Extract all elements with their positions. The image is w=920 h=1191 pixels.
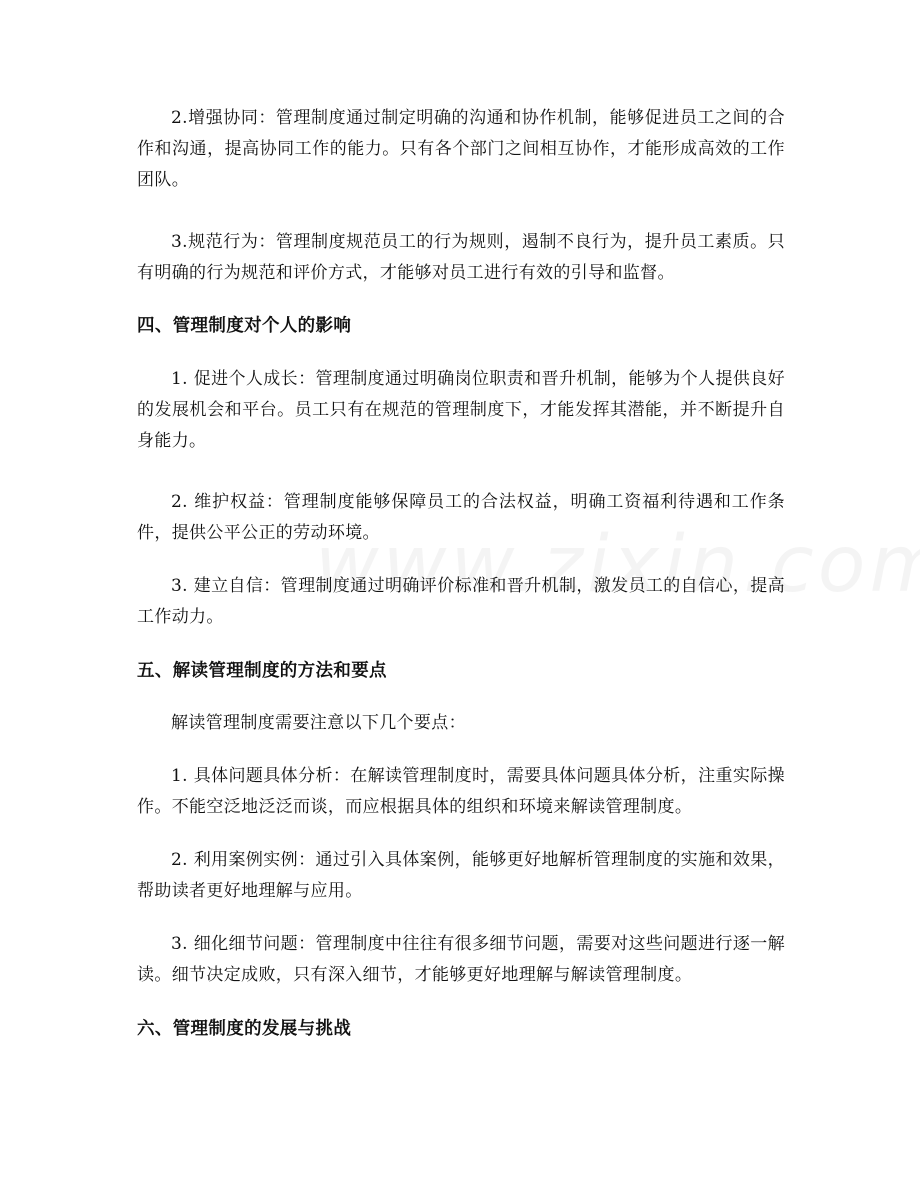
- paragraph-personal-growth: 1. 促进个人成长：管理制度通过明确岗位职责和晋升机制，能够为个人提供良好的发展机会和平台。员工只有在规范的管理制度下，才能发挥其潜能，并不断提升自身能力。: [137, 369, 785, 451]
- section-heading-4: 四、管理制度对个人的影响: [137, 316, 352, 336]
- paragraph-protect-rights: 2. 维护权益：管理制度能够保障员工的合法权益，明确工资福利待遇和工作条件，提供公平公正的劳动环境。: [137, 492, 785, 543]
- section-heading-5: 五、解读管理制度的方法和要点: [137, 661, 387, 681]
- section-heading-6: 六、管理制度的发展与挑战: [137, 1019, 352, 1039]
- paragraph-enhance-collaboration: 2.增强协同：管理制度通过制定明确的沟通和协作机制，能够促进员工之间的合作和沟通，提高协同工作的能力。只有各个部门之间相互协作，才能形成高效的工作团队。: [137, 108, 785, 190]
- paragraph-build-confidence: 3. 建立自信：管理制度通过明确评价标准和晋升机制，激发员工的自信心，提高工作动力。: [137, 576, 785, 627]
- paragraph-use-cases: 2. 利用案例实例：通过引入具体案例，能够更好地解析管理制度的实施和效果，帮助读者更好地理解与应用。: [137, 850, 785, 901]
- paragraph-standardize-behavior: 3.规范行为：管理制度规范员工的行为规则，遏制不良行为，提升员工素质。只有明确的行为规范和评价方式，才能够对员工进行有效的引导和监督。: [137, 232, 785, 283]
- paragraph-intro-points: 解读管理制度需要注意以下几个要点：: [171, 713, 466, 733]
- paragraph-specific-analysis: 1. 具体问题具体分析：在解读管理制度时，需要具体问题具体分析，注重实际操作。不能空泛地泛泛而谈，而应根据具体的组织和环境来解读管理制度。: [137, 766, 785, 817]
- paragraph-refine-details: 3. 细化细节问题：管理制度中往往有很多细节问题，需要对这些问题进行逐一解读。细节决定成败，只有深入细节，才能够更好地理解与解读管理制度。: [137, 934, 785, 985]
